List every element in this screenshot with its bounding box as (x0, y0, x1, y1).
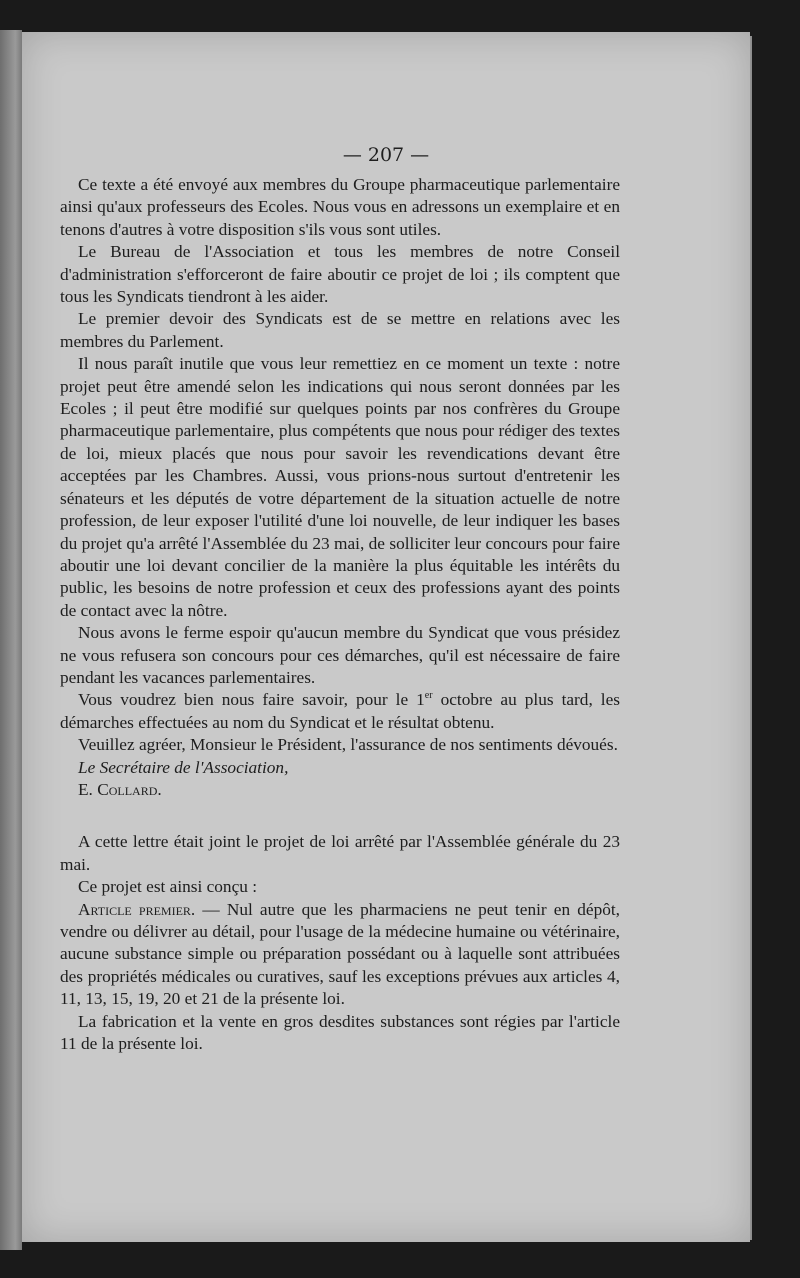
page-number: — 207 — (342, 144, 430, 166)
paragraph-projet: Ce projet est ainsi conçu : (78, 877, 258, 897)
section-gap (60, 801, 620, 831)
paragraph-5: Nous avons le ferme espoir qu'aucun membre du Syndicat que vous présidez ne vous refusera son concours pour ces démarches, qu'il est nécessaire de faire pendant les vacances parlementaires. (60, 623, 620, 687)
adjacent-page-edge (0, 30, 22, 1250)
document-page (22, 32, 750, 1242)
paragraph-lettre: A cette lettre était joint le projet de loi arrêté par l'Assemblée générale du 23 mai. (60, 832, 620, 874)
article-text: — Nul autre que les pharmaciens ne peut tenir en dépôt, vendre ou délivrer au détail, pour l'usage de la médecine humaine ou vétérinaire, aucune substance simple ou préparation possédant ou à laquelle sont attribuées des propriétés médicales ou curatives, sauf les exceptions prévues aux articles 4, 11, 13, 15, 19, 20 et 21 de la présente loi. (60, 899, 620, 1009)
paragraph-3: Le premier devoir des Syndicats est de se mettre en relations avec les membres du Parlement. (60, 309, 620, 351)
paragraph-1: Ce texte a été envoyé aux membres du Groupe pharmaceutique parlementaire ainsi qu'aux professeurs des Ecoles. Nous vous en adressons un exemplaire et en tenons d'autres à votre disposition s'ils vous sont utiles. (60, 175, 620, 239)
octobre-after: octobre au plus tard, les démarches effectuées au nom du Syndicat et le résultat obtenu. (60, 690, 620, 732)
final-paragraph: La fabrication et la vente en gros desdites substances sont régies par l'article 11 de la présente loi. (60, 1011, 620, 1054)
paragraph-2: Le Bureau de l'Association et tous les membres de notre Conseil d'administration s'efforceront de faire aboutir ce projet de loi ; ils comptent que tous les Syndicats tiendront à les aider. (60, 242, 620, 307)
article-premier (60, 899, 620, 1011)
octobre-before: Vous voudrez bien nous faire savoir, pour le 1 (78, 690, 425, 710)
octobre-superscript: er (424, 690, 433, 702)
paragraph-octobre (60, 689, 620, 734)
signature-title: Le Secrétaire de l'Association, (78, 757, 289, 777)
body-text (60, 174, 620, 1055)
article-heading: Article premier. (78, 899, 196, 919)
closing-paragraph: Veuillez agréer, Monsieur le Président, l'assurance de nos sentiments dévoués. (78, 735, 618, 755)
signature-name: E. Collard. (78, 779, 162, 799)
paragraph-4: Il nous paraît inutile que vous leur remettiez en ce moment un texte : notre projet peut être amendé selon les indications qui nous seront données par les Ecoles ; il peut être modifié sur quelques points par nos confrères du Groupe pharmaceutique parlementaire, plus compétents que nous pour rédiger des textes de loi, mieux placés que nous pour savoir les revendications devant être acceptées par les Chambres. Aussi, vous prions-nous surtout d'entretenir les sénateurs et les députés de votre département de la situation actuelle de notre profession, de leur exposer l'utilité d'une loi nouvelle, de leur indiquer les bases du projet qu'a arrêté l'Assemblée du 23 mai, de solliciter leur concours pour faire aboutir une loi devant concilier de la manière la plus équitable les intérêts du public, les besoins de notre profession et ceux des professions ayant des points de contact avec la nôtre. (60, 354, 620, 620)
